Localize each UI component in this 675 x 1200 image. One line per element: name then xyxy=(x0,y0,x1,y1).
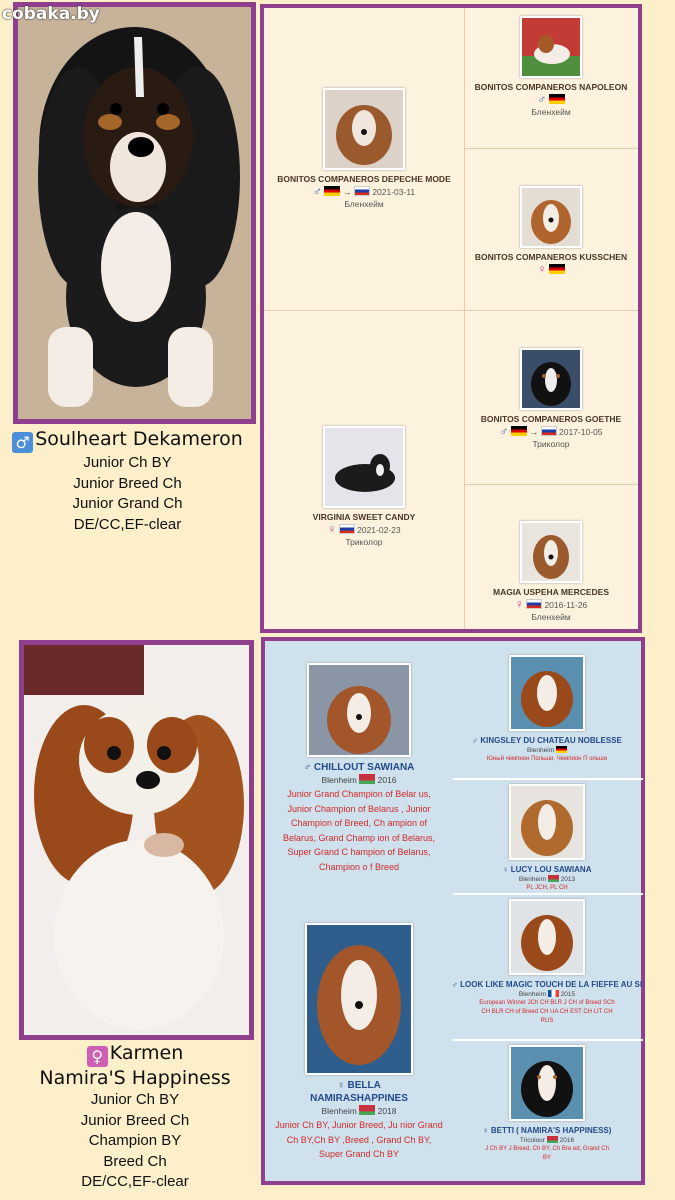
grandsire1-name: BONITOS COMPANEROS NAPOLEON xyxy=(474,82,628,92)
pedigree-grandsire-2[interactable] xyxy=(464,348,638,450)
granddam1b-thumbnail xyxy=(509,784,585,860)
pedigree-panel-2 xyxy=(261,637,645,1185)
granddam1b-name: LUCY LOU SAWIANA xyxy=(510,865,592,874)
female-symbol-icon: ♀ xyxy=(502,865,509,874)
dam2-year: 2018 xyxy=(377,1106,397,1116)
male-symbol-icon: ♂ xyxy=(303,762,312,773)
dam-thumbnail xyxy=(323,426,405,508)
grandsire1b-breed-color: Blenheim xyxy=(527,747,555,754)
sire-thumbnail xyxy=(323,88,405,170)
granddam2b-name: BETTI ( NAMIRA'S HAPPINESS) xyxy=(490,1126,612,1135)
pedigree-granddam-1[interactable] xyxy=(464,186,638,276)
granddam1b-breed-color: Blenheim xyxy=(518,876,546,883)
pedigree2-grandsire-1[interactable] xyxy=(451,655,643,764)
sire2-titles: Junior Grand Champion of Belar us, Junior Champion of Belarus , Junior Champion of Breed, Ch ampion of Belarus, Grand Champ ion of Belarus, Super Grand C hampion of Belarus, Champion o f Breed xyxy=(282,789,436,872)
dog1-name: Soulheart Dekameron xyxy=(35,428,243,450)
arrow-right-icon: → xyxy=(342,187,352,197)
male-symbol-icon: ♂ xyxy=(451,980,458,989)
dam-name: VIRGINIA SWEET CANDY xyxy=(312,512,416,522)
dog1-name-line xyxy=(0,428,255,453)
poland-flag-icon xyxy=(548,875,559,882)
dam2-thumbnail xyxy=(305,923,413,1075)
sire-date: 2021-03-11 xyxy=(372,187,416,197)
sire2-breed-color: Blenheim xyxy=(321,775,357,785)
dog2-photo xyxy=(19,640,254,1040)
grandsire1b-titles: Юный чемпион Польши, Чемпион П ольши xyxy=(486,756,608,762)
pedigree2-granddam-2[interactable] xyxy=(451,1045,643,1163)
pedigree2-sire[interactable] xyxy=(269,663,449,874)
grandsire2-color: Триколор xyxy=(532,439,570,449)
dog2-name-kennel: Namira'S Happiness xyxy=(39,1067,231,1089)
granddam1b-titles: PL JCH, PL CH xyxy=(526,885,568,891)
dog2-title: Champion BY xyxy=(88,1132,182,1149)
female-symbol-icon: ♀ xyxy=(337,1080,345,1091)
granddam1b-year: 2013 xyxy=(560,876,576,883)
dog1-title: Junior Breed Ch xyxy=(73,474,182,492)
germany-flag-icon xyxy=(549,264,565,274)
france-flag-icon xyxy=(548,990,559,997)
dog1-info xyxy=(0,428,255,535)
dog2-name-line xyxy=(0,1042,270,1067)
granddam2b-thumbnail xyxy=(509,1045,585,1121)
dog1-title: Junior Ch BY xyxy=(83,454,172,471)
dog2-info xyxy=(0,1042,270,1193)
russia-flag-icon xyxy=(541,426,557,436)
granddam2-thumbnail xyxy=(520,521,582,583)
sire2-name: CHILLOUT SAWIANA xyxy=(313,762,415,773)
pedigree-dam[interactable] xyxy=(264,426,464,548)
granddam2b-breed-color: Tricolour xyxy=(519,1137,545,1144)
granddam2-date: 2016-11-26 xyxy=(544,600,588,610)
female-symbol-icon: ♀ xyxy=(514,597,524,611)
dam2-name-line2: NAMIRASHAPPINES xyxy=(310,1093,408,1104)
dam2-titles: Junior Ch BY, Junior Breed, Ju nior Grand Ch BY,Ch BY ,Breed , Grand Ch BY, Super Grand Ch BY xyxy=(275,1120,443,1159)
male-symbol-icon: ♂ xyxy=(312,184,322,198)
dam2-name-line1: BELLA xyxy=(347,1080,381,1091)
dog1-title: Junior Grand Ch xyxy=(72,495,183,512)
pedigree-panel-1 xyxy=(260,4,642,633)
russia-flag-icon xyxy=(339,524,355,534)
grandsire2b-breed-color: Blenheim xyxy=(518,991,546,998)
sire2-thumbnail xyxy=(307,663,411,757)
dog2-title: DE/CC,EF-clear xyxy=(81,1173,189,1190)
belarus-flag-icon xyxy=(359,1105,375,1115)
germany-flag-icon xyxy=(549,94,565,104)
pedigree-grandsire-1[interactable] xyxy=(464,16,638,118)
belarus-flag-icon xyxy=(359,774,375,784)
dog2-name-first: Karmen xyxy=(109,1042,184,1064)
germany-flag-icon xyxy=(324,186,340,196)
dog2-title: Breed Ch xyxy=(103,1152,167,1170)
grandsire2-name: BONITOS COMPANEROS GOETHE xyxy=(480,414,622,424)
grandsire2-date: 2017-10-05 xyxy=(559,427,603,437)
dam-color: Триколор xyxy=(345,537,383,547)
pedigree2-granddam-1[interactable] xyxy=(451,784,643,893)
female-symbol-icon: ♀ xyxy=(482,1126,489,1135)
grandsire2b-name: LOOK LIKE MAGIC TOUCH DE LA FIEFFE AU SI xyxy=(460,980,643,989)
pedigree2-grandsire-2[interactable] xyxy=(451,899,643,1026)
dog1-title: DE/CC,EF-clear xyxy=(73,515,182,533)
sire-name: BONITOS COMPANEROS DEPECHE MODE xyxy=(277,174,451,184)
male-symbol-icon: ♂ xyxy=(472,736,479,745)
grandsire1b-name: KINGSLEY DU CHATEAU NOBLESSE xyxy=(480,736,622,745)
pedigree-sire[interactable] xyxy=(264,88,464,210)
dam-date: 2021-02-23 xyxy=(357,525,401,535)
sire-color: Бленхейм xyxy=(344,199,384,209)
grandsire2b-titles: European Winner JCh CH BLR J CH of Breed SCh CH BLR CH of Breed CH UA CH EST CH LIT CH RUS xyxy=(479,1000,615,1024)
grandsire2b-thumbnail xyxy=(509,899,585,975)
watermark-logo: cobaka.by xyxy=(2,4,100,24)
male-symbol-icon: ♂ xyxy=(537,92,547,106)
male-symbol-icon: ♂ xyxy=(12,432,33,453)
russia-flag-icon xyxy=(526,599,542,609)
grandsire1-thumbnail xyxy=(520,16,582,78)
grandsire1b-thumbnail xyxy=(509,655,585,731)
grandsire1-color: Бленхейм xyxy=(531,107,571,117)
grandsire2b-year: 2015 xyxy=(560,991,576,998)
germany-flag-icon xyxy=(511,426,527,436)
dog2-title: Junior Ch BY xyxy=(90,1091,180,1108)
granddam2-name: MAGIA USPEHA MERCEDES xyxy=(492,587,610,597)
russia-flag-icon xyxy=(354,186,370,196)
female-symbol-icon: ♀ xyxy=(537,262,547,276)
female-symbol-icon: ♀ xyxy=(327,522,337,536)
pedigree-granddam-2[interactable] xyxy=(464,521,638,623)
granddam2b-titles: J Ch BY J Breed, Ch BY, Ch Bre ed, Grand Ch BY xyxy=(485,1146,609,1161)
granddam2b-year: 2016 xyxy=(559,1137,575,1144)
sire2-year: 2016 xyxy=(377,775,397,785)
germany-flag-icon xyxy=(556,746,567,753)
granddam2-color: Бленхейм xyxy=(531,612,571,622)
granddam1-thumbnail xyxy=(520,186,582,248)
male-symbol-icon: ♂ xyxy=(499,424,509,438)
belarus-flag-icon xyxy=(547,1136,558,1143)
dam2-breed-color: Blenheim xyxy=(321,1106,357,1116)
female-symbol-icon: ♀ xyxy=(87,1046,108,1067)
dog2-title: Junior Breed Ch xyxy=(80,1111,190,1129)
granddam1-name: BONITOS COMPANEROS KUSSCHEN xyxy=(474,252,628,262)
arrow-right-icon: → xyxy=(529,427,539,437)
grandsire2-thumbnail xyxy=(520,348,582,410)
dog1-photo xyxy=(13,2,256,424)
pedigree2-dam[interactable] xyxy=(269,923,449,1162)
